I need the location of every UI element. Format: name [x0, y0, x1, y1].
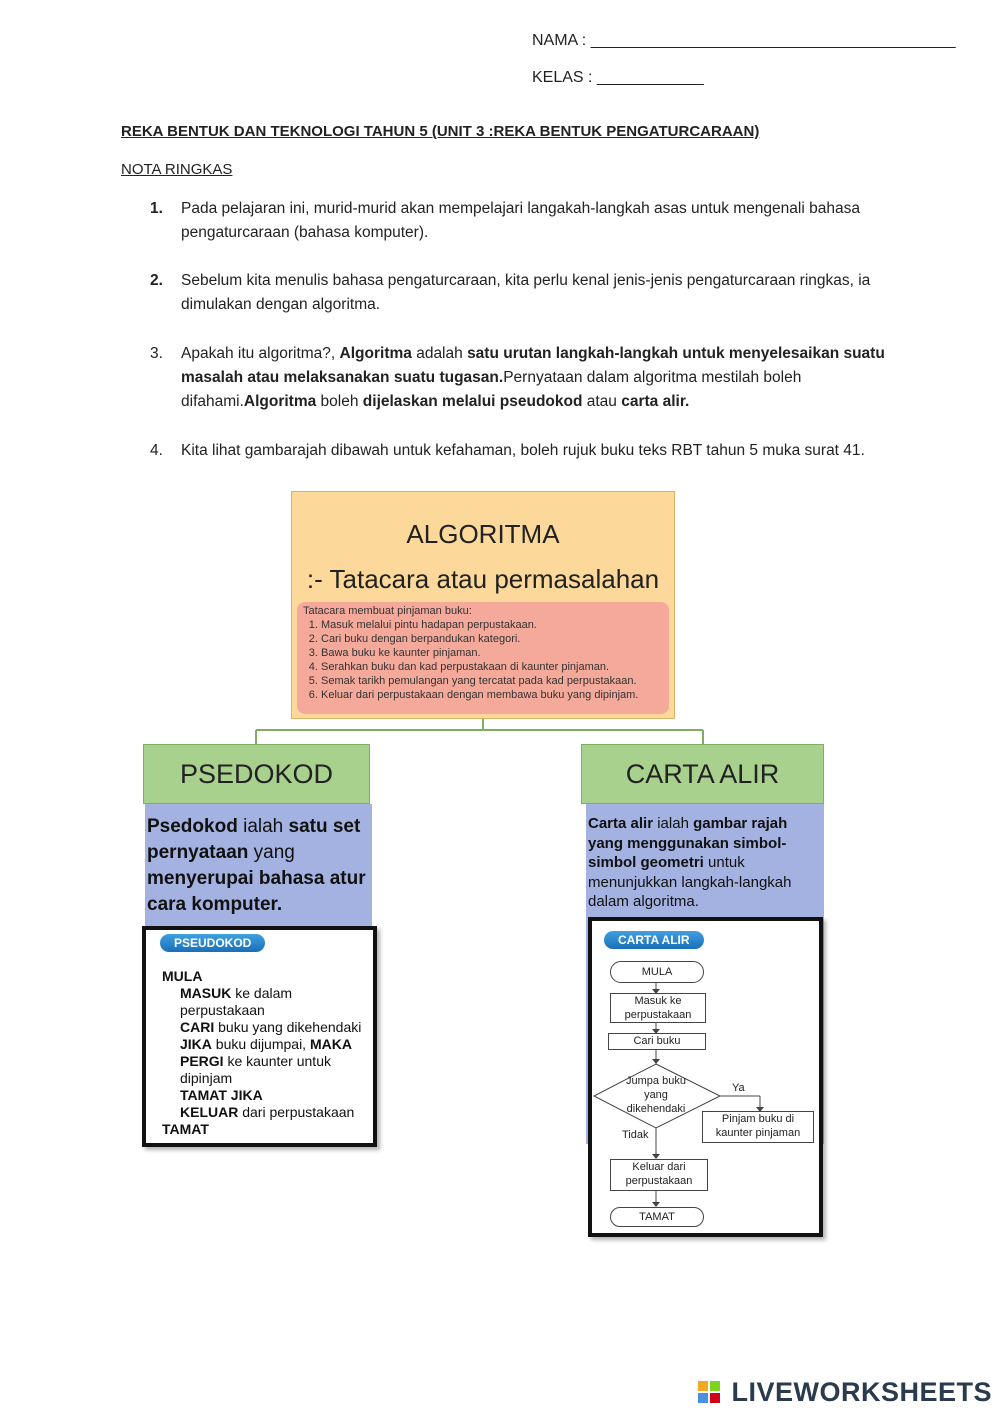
step-item: 2. Cari buku dengan berpandukan kategori. — [321, 632, 663, 646]
algoritma-subtitle: :- Tatacara atau permasalahan — [306, 564, 660, 594]
algoritma-title: ALGORITMA — [406, 519, 560, 549]
item-number: 4. — [150, 442, 163, 459]
text-run: boleh — [316, 393, 363, 410]
step-item: 4. Serahkan buku dan kad perpustakaan di kaunter pinjaman. — [321, 660, 663, 674]
psedokod-description — [145, 804, 372, 932]
carta-alir-example — [588, 917, 823, 1237]
item-text: Pada pelajaran ini, murid-murid akan mempelajari langakah-langkah asas untuk mengenali bahasa pengaturcaraan (bahasa komputer). — [181, 200, 860, 241]
text-run-bold: carta alir. — [621, 393, 690, 410]
name-label: NAMA : — [532, 32, 587, 49]
steps-heading: Tatacara membuat pinjaman buku: — [303, 605, 472, 617]
class-blank[interactable]: ____________ — [596, 69, 704, 86]
flow-process-masuk: Masuk ke perpustakaan — [610, 993, 706, 1023]
pseudo-line: CARI buku yang dikehendaki — [180, 1019, 362, 1035]
carta-alir-label: CARTA ALIR — [604, 931, 704, 949]
carta-alir-heading: CARTA ALIR — [581, 744, 824, 804]
liveworksheets-logo-icon — [698, 1381, 720, 1403]
algoritma-box — [291, 491, 675, 719]
class-label: KELAS : — [532, 69, 593, 86]
pseudo-line: dipinjam — [180, 1070, 233, 1086]
text-run: Pernyataan dalam algoritma mestilah boleh difahami. — [181, 369, 802, 410]
steps-list — [303, 618, 663, 702]
text-run-bold: Algoritma — [339, 345, 412, 362]
text-run-bold: Psedokod — [147, 816, 238, 837]
text-run-bold: Carta alir — [588, 815, 654, 832]
text-run-bold: satu set pernyataan — [147, 816, 361, 863]
algoritma-steps-card — [297, 602, 669, 714]
text-run-bold: satu urutan langkah-langkah untuk menyelesaikan suatu masalah atau melaksanakan suatu tugasan. — [181, 345, 885, 386]
item-text: Kita lihat gambarajah dibawah untuk kefahaman, boleh rujuk buku teks RBT tahun 5 muka surat 41. — [181, 442, 865, 459]
text-run: ialah — [653, 815, 694, 832]
psedokod-heading: PSEDOKOD — [143, 744, 370, 804]
text-run: untuk menunjukkan langkah-langkah dalam algoritma. — [588, 854, 792, 910]
text-run-bold: Algoritma — [243, 393, 317, 410]
item-number: 2. — [150, 272, 163, 289]
text-run: ialah — [237, 816, 289, 837]
text-run-bold: gambar rajah yang menggunakan simbol-simbol geometri — [588, 815, 788, 871]
pseudo-line: KELUAR dari perpustakaan — [180, 1104, 355, 1120]
flow-start: MULA — [610, 961, 704, 983]
item-text: Sebelum kita menulis bahasa pengaturcaraan, kita perlu kenal jenis-jenis pengaturcaraan ringkas, ia dimulakan dengan algoritma. — [181, 272, 871, 313]
name-blank[interactable]: _________________________________________ — [590, 32, 956, 49]
document-title: REKA BENTUK DAN TEKNOLOGI TAHUN 5 (UNIT 3 :REKA BENTUK PENGATURCARAAN) — [121, 123, 760, 140]
item-number: 3. — [150, 345, 163, 362]
section-subtitle: NOTA RINGKAS — [121, 161, 233, 178]
pseudo-line: MULA — [162, 968, 203, 984]
pseudo-line: TAMAT JIKA — [180, 1087, 263, 1103]
pseudo-line: TAMAT — [162, 1121, 209, 1137]
step-item: 5. Semak tarikh pemulangan yang tercatat pada kad perpustakaan. — [321, 674, 663, 688]
text-run: yang — [248, 842, 295, 863]
item-number: 1. — [150, 200, 163, 217]
pseudo-line: PERGI ke kaunter untuk — [180, 1053, 331, 1069]
flow-label-ya: Ya — [732, 1082, 745, 1094]
liveworksheets-brand: LIVEWORKSHEETS — [731, 1377, 992, 1407]
flow-decision-jumpa: Jumpa buku yang dikehendaki — [626, 1075, 686, 1115]
flow-process-cari: Cari buku — [608, 1033, 706, 1050]
flow-process-pinjam: Pinjam buku di kaunter pinjaman — [702, 1111, 814, 1143]
step-item: 1. Masuk melalui pintu hadapan perpustakaan. — [321, 618, 663, 632]
flow-label-tidak: Tidak — [622, 1129, 649, 1141]
text-run-bold: menyerupai bahasa atur cara komputer. — [147, 868, 366, 915]
flow-process-keluar: Keluar dari perpustakaan — [610, 1159, 708, 1191]
text-run: Apakah itu algoritma?, — [181, 345, 340, 362]
pseudokod-lines — [162, 968, 361, 1138]
step-item: 3. Bawa buku ke kaunter pinjaman. — [321, 646, 663, 660]
pseudokod-example — [142, 926, 377, 1147]
pseudo-line: MASUK ke dalam — [180, 985, 293, 1001]
pseudo-line: perpustakaan — [180, 1002, 265, 1018]
text-run: adalah — [411, 345, 468, 362]
text-run-bold: dijelaskan melalui pseudokod — [362, 393, 583, 410]
text-run: atau — [582, 393, 622, 410]
flow-end: TAMAT — [610, 1207, 704, 1227]
pseudo-line: JIKA buku dijumpai, MAKA — [180, 1036, 352, 1052]
pseudokod-label: PSEUDOKOD — [160, 934, 265, 952]
step-item: 6. Keluar dari perpustakaan dengan membawa buku yang dipinjam. — [321, 688, 663, 702]
